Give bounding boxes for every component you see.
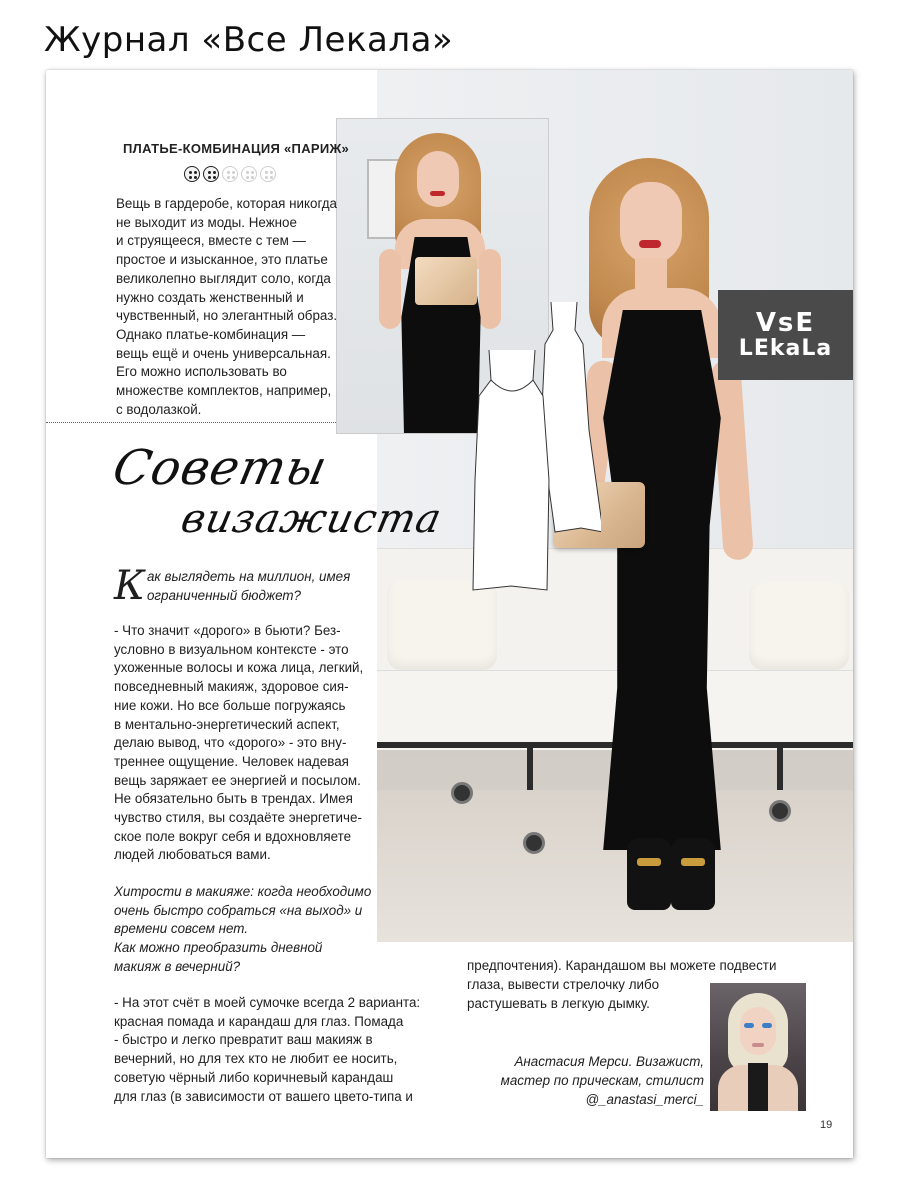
sofa-cushion xyxy=(749,582,849,670)
magazine-page xyxy=(46,70,853,1158)
model-face xyxy=(620,182,682,264)
gold-clutch xyxy=(415,257,477,305)
model-face xyxy=(417,151,459,207)
portrait-eye xyxy=(762,1023,772,1028)
sketch-back-view xyxy=(541,302,601,532)
text-line: - быстро и легко превратит ваш макияж в xyxy=(114,1032,373,1048)
text-line: Однако платье-комбинация — xyxy=(116,326,306,342)
black-loafer xyxy=(671,838,715,910)
heading-line: Советы xyxy=(108,440,333,496)
text-line: вещь заряжает ее энергией и посылом. xyxy=(114,772,361,788)
logo-line: VsE xyxy=(755,308,816,338)
text-line: делаю вывод, что «дорого» - это вну- xyxy=(114,735,347,751)
portrait-face xyxy=(740,1007,776,1055)
page-number: 19 xyxy=(820,1119,833,1131)
portrait-top xyxy=(748,1063,768,1111)
text-line: времени совсем нет. xyxy=(114,921,249,937)
text-line: не выходит из моды. Нежное xyxy=(116,214,297,230)
sewing-button-icon xyxy=(260,166,276,182)
dress-technical-sketch xyxy=(471,300,601,600)
text-line: великолепно выглядит соло, когда xyxy=(116,270,331,286)
text-line: с водолазкой. xyxy=(116,401,202,417)
text-line: треннее ощущение. Человек надевая xyxy=(114,753,349,769)
drop-cap: К xyxy=(114,563,145,609)
question-1 xyxy=(114,563,376,609)
text-line: условно в визуальном контексте - это xyxy=(114,641,349,657)
question-2 xyxy=(114,883,380,977)
text-line: очень быстро собраться «на выход» и xyxy=(114,902,363,918)
sewing-button-icon xyxy=(184,166,200,182)
author-handle: @_anastasi_merci_ xyxy=(585,1092,704,1107)
brand-logo xyxy=(718,290,853,380)
magazine-title: Журнал «Все Лекала» xyxy=(44,20,454,60)
text-line: Хитрости в макияже: когда необходимо xyxy=(114,884,372,899)
text-line: для глаз (в зависимости от вашего цвето-типа и xyxy=(114,1088,413,1104)
text-line: вечерний, но для тех кто не любит ее носить, xyxy=(114,1051,398,1067)
text-line: множестве комплектов, например, xyxy=(116,383,332,399)
answer-1 xyxy=(114,622,380,865)
difficulty-rating xyxy=(184,166,276,182)
product-title: ПЛАТЬЕ-КОМБИНАЦИЯ «ПАРИЖ» xyxy=(123,141,350,156)
text-line: макияж в вечерний? xyxy=(114,958,241,974)
text-line: красная помада и карандаш для глаз. Помада xyxy=(114,1013,404,1029)
text-line: ние кожи. Но все больше погружаясь xyxy=(114,697,346,713)
text-line: повседневный макияж, здоровое сия- xyxy=(114,679,349,695)
author-signature xyxy=(476,1052,704,1109)
sewing-button-icon xyxy=(241,166,257,182)
text-line: Как можно преобразить дневной xyxy=(114,940,323,956)
model-lips xyxy=(639,240,661,248)
model-arm xyxy=(379,249,401,329)
model-lips xyxy=(430,191,445,196)
section-divider xyxy=(46,422,336,423)
text-line: чувственный, но элегантный образ. xyxy=(116,308,338,324)
sewing-button-icon xyxy=(203,166,219,182)
question-text: ак выглядеть на миллион, имея ограниченный бюджет? xyxy=(146,569,351,603)
text-line: нужно создать женственный и xyxy=(116,289,304,305)
text-line: Вещь в гардеробе, которая никогда xyxy=(116,196,337,211)
logo-line: LEkaLa xyxy=(738,336,833,361)
text-line: вещь ещё и очень универсальная. xyxy=(116,345,331,361)
text-line: - На этот счёт в моей сумочке всегда 2 варианта: xyxy=(114,995,421,1010)
text-line: растушевать в легкую дымку. xyxy=(467,996,650,1011)
text-line: простое и изысканное, это платье xyxy=(116,252,328,268)
text-line: чувство стиля, вы создаёте энергетиче- xyxy=(114,810,362,826)
text-line: - Что значит «дорого» в бьюти? Без- xyxy=(114,623,341,638)
text-line: и струящееся, вместе с тем — xyxy=(116,233,306,249)
sewing-button-icon xyxy=(222,166,238,182)
text-line: советую чёрный либо коричневый карандаш xyxy=(114,1069,394,1085)
section-heading xyxy=(108,440,447,570)
sofa-wheel xyxy=(523,832,545,854)
text-line: предпочтения). Карандашом вы можете подвести xyxy=(467,958,777,973)
heading-line: визажиста xyxy=(177,496,447,542)
text-line: Его можно использовать во xyxy=(116,364,287,380)
text-line: ское поле вокруг себя и вдохновляете xyxy=(114,828,352,844)
text-line: Не обязательно быть в трендах. Имея xyxy=(114,791,353,807)
author-portrait xyxy=(710,983,806,1111)
text-line: людей любоваться вами. xyxy=(114,847,271,863)
portrait-lips xyxy=(752,1043,764,1047)
text-line: мастер по прическам, стилист xyxy=(500,1073,704,1088)
sofa-wheel xyxy=(451,782,473,804)
product-description xyxy=(116,195,356,419)
black-loafer xyxy=(627,838,671,910)
text-line: в ментально-энергетический аспект, xyxy=(114,716,340,732)
answer-2 xyxy=(114,994,474,1106)
sofa-wheel xyxy=(769,800,791,822)
portrait-eye xyxy=(744,1023,754,1028)
sketch-front-view xyxy=(473,350,549,590)
text-line: ухоженные волосы и кожа лица, легкий, xyxy=(114,660,364,676)
text-line: Анастасия Мерси. Визажист, xyxy=(514,1054,704,1069)
text-line: глаза, вывести стрелочку либо xyxy=(467,977,660,992)
